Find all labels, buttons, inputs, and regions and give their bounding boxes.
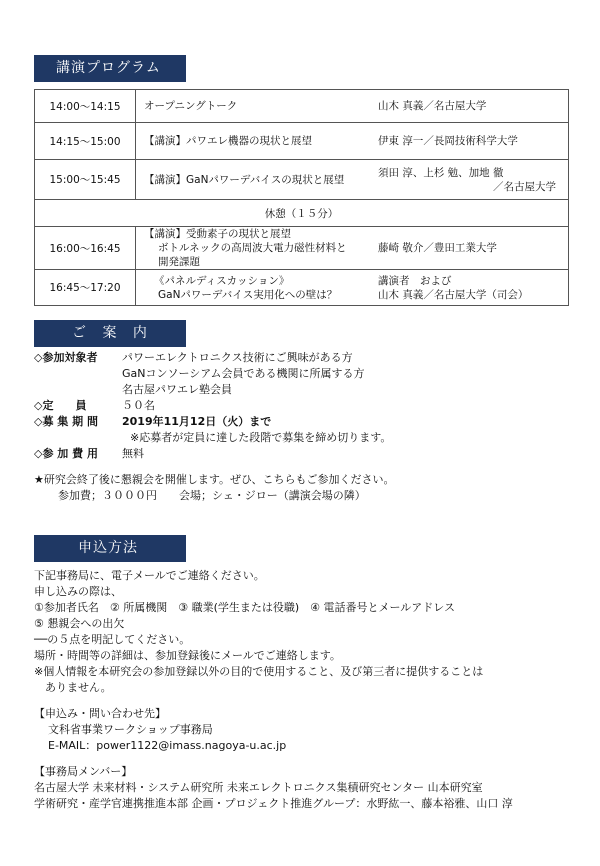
period-note: ※応募者が定員に達した段階で募集を締め切ります。: [130, 431, 392, 444]
apply-line: ⑤ 懇親会への出欠: [34, 617, 125, 630]
capacity-value: ５０名: [122, 399, 155, 412]
apply-line: 申し込みの際は、: [34, 585, 122, 598]
speaker-cell: 山木 真義／名古屋大学: [374, 90, 569, 123]
target-line: GaNコンソーシアム会員である機関に所属する方: [122, 367, 365, 380]
contact-email[interactable]: E-MAIL：power1122@imass.nagoya-u.ac.jp: [48, 739, 287, 752]
table-row: [35, 200, 569, 227]
member-heading: 【事務局メンバー】: [34, 765, 133, 778]
capacity-label: ◇定 員: [34, 399, 87, 412]
speaker-cell: 講演者 および 山木 真義／名古屋大学（司会）: [374, 270, 569, 306]
speaker-cell: 伊東 淳一／長岡技術科学大学: [374, 123, 569, 160]
time-cell: 16:00～16:45: [35, 227, 136, 270]
program-header: 講演プログラム: [34, 55, 186, 82]
member-line: 学術研究・産学官連携推進本部 企画・プロジェクト推進グループ：水野紘一、藤本裕雅、山口 淳: [34, 797, 513, 810]
apply-line: ありません。: [34, 681, 112, 694]
target-line: 名古屋パワエレ塾会員: [122, 383, 232, 396]
contact-org: 文科省事業ワークショップ事務局: [48, 723, 213, 736]
apply-header: 申込方法: [34, 535, 186, 562]
apply-line: ──の５点を明記してください。: [34, 633, 191, 646]
time-cell: 15:00～15:45: [35, 160, 136, 200]
guide-section: ◇参加対象者 パワーエレクトロニクス技術にご興味がある方 GaNコンソーシアム会員である機関に所属する方 名古屋パワエレ塾会員 ◇定 員 ５０名 ◇募 集 期 間 2019年11月12日（火）まで ※応募者が定員に達した段階で募集を締め切ります。 ◇参 加 費 用 無料 ★研究会終了後に懇親会を開催します。ぜひ、こちらもご参加ください。 参加費；３０００円 会場；シェ・ジロー（講演会場の隣）: [34, 351, 395, 502]
member-line: 名古屋大学 未来材料・システム研究所 未来エレクトロニクス集積研究センター 山本研究室: [34, 781, 483, 794]
fee-value: 無料: [122, 447, 144, 460]
party-line: ★研究会終了後に懇親会を開催します。ぜひ、こちらもご参加ください。: [34, 473, 395, 486]
apply-section: [34, 568, 574, 808]
apply-line: 下記事務局に、電子メールでご連絡ください。: [34, 569, 265, 582]
time-cell: 14:00～14:15: [35, 90, 136, 123]
program-table: [34, 89, 569, 306]
title-cell: オープニングトーク: [136, 90, 375, 123]
party-detail: 参加費；３０００円 会場；シェ・ジロー（講演会場の隣）: [58, 489, 366, 502]
title-cell: 【講演】パワエレ機器の現状と展望: [136, 123, 375, 160]
target-line: パワーエレクトロニクス技術にご興味がある方: [122, 351, 353, 364]
title-cell: 【講演】GaNパワーデバイスの現状と展望: [136, 160, 375, 200]
table-row: [35, 90, 569, 123]
guide-header: ご 案 内: [34, 320, 186, 347]
speaker-cell: 須田 淳、上杉 勉、加地 徹 ／名古屋大学: [374, 160, 569, 200]
apply-line: ※個人情報を本研究会の参加登録以外の目的で使用すること、及び第三者に提供することは: [34, 665, 484, 678]
table-row: [35, 160, 569, 200]
fee-label: ◇参 加 費 用: [34, 447, 98, 460]
contact-heading: 【申込み・問い合わせ先】: [34, 707, 166, 720]
table-row: [35, 227, 569, 270]
time-cell: 14:15～15:00: [35, 123, 136, 160]
period-value: 2019年11月12日（火）まで: [122, 415, 272, 428]
table-row: [35, 270, 569, 306]
title-cell: 《パネルディスカッション》 GaNパワーデバイス実用化への壁は？: [136, 270, 375, 306]
table-row: [35, 123, 569, 160]
period-label: ◇募 集 期 間: [34, 415, 98, 428]
apply-line: 場所・時間等の詳細は、参加登録後にメールでご連絡します。: [34, 649, 341, 662]
break-cell: 休憩（１５分）: [35, 200, 569, 227]
speaker-cell: 藤崎 敬介／豊田工業大学: [374, 227, 569, 270]
time-cell: 16:45～17:20: [35, 270, 136, 306]
apply-line: ①参加者氏名 ② 所属機関 ③ 職業(学生または役職) ④ 電話番号とメールアドレス: [34, 601, 455, 614]
title-cell: 【講演】受動素子の現状と展望 ボトルネックの高周波大電力磁性材料と 開発課題: [136, 227, 375, 270]
